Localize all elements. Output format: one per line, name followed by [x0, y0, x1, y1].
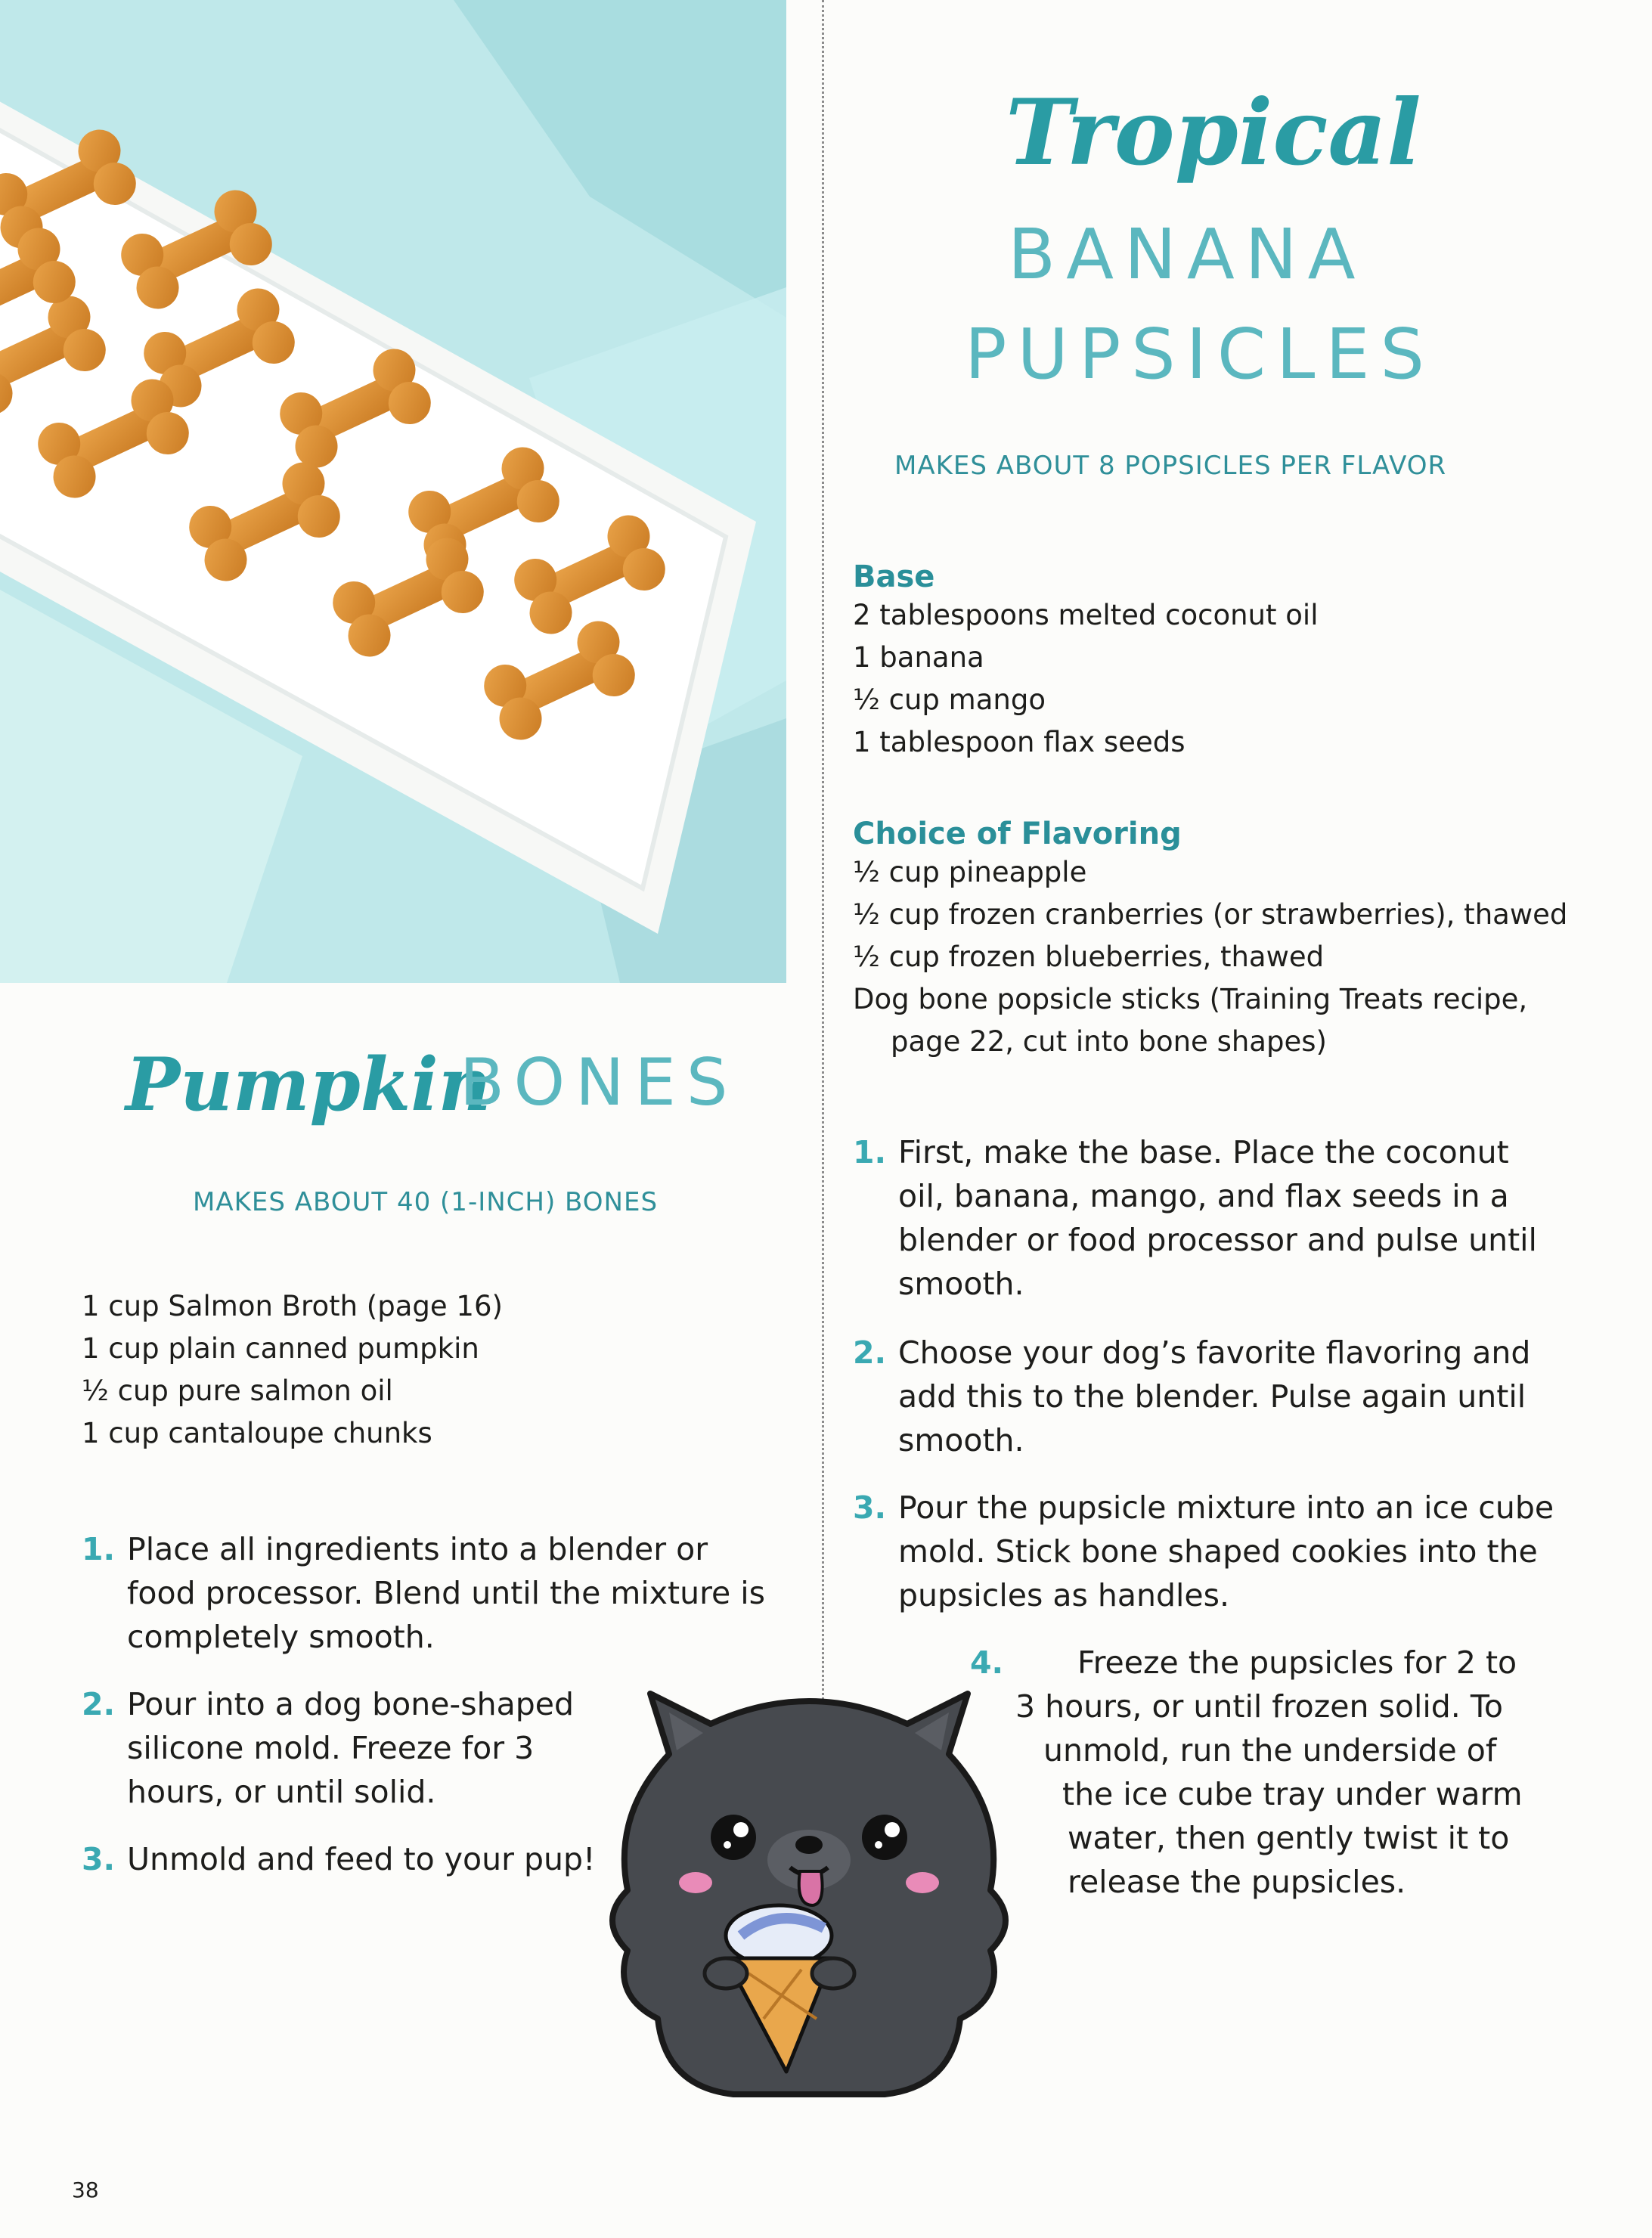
step-line: mold. Stick bone shaped cookies into the	[898, 1533, 1538, 1570]
pumpkin-item: 1 cup cantaloupe chunks	[82, 1417, 432, 1449]
step-number: 3.	[853, 1489, 887, 1526]
pumpkin-item: 1 cup plain canned pumpkin	[82, 1332, 479, 1365]
step-line: Place all ingredients into a blender or	[127, 1531, 708, 1567]
flavor-item: page 22, cut into bone shapes)	[891, 1025, 1327, 1058]
banana-step-1	[853, 1130, 1537, 1306]
base-ingredients	[853, 560, 1318, 764]
base-item: 2 tablespoons melted coconut oil	[853, 599, 1319, 631]
banana-yield: MAKES ABOUT 8 POPSICLES PER FLAVOR	[894, 451, 1447, 481]
banana-step-3	[853, 1486, 1554, 1617]
banana-step-4-line: Freeze the pupsicles for 2 to	[1077, 1644, 1517, 1681]
step-number: 1.	[82, 1531, 116, 1567]
pumpkin-title-caps: BONES	[460, 1045, 739, 1121]
step-number: 2.	[853, 1334, 887, 1371]
base-item: 1 banana	[853, 641, 984, 674]
banana-step-4-line: water, then gently twist it to	[1068, 1820, 1510, 1856]
pumpkin-item: ½ cup pure salmon oil	[82, 1375, 393, 1407]
step-number: 3.	[82, 1841, 116, 1877]
step-line: smooth.	[898, 1266, 1024, 1302]
flavor-item: Dog bone popsicle sticks (Training Treats recipe,	[853, 983, 1528, 1015]
flavoring-ingredients	[853, 817, 1567, 1063]
step-line: smooth.	[898, 1422, 1024, 1458]
pumpkin-title-script: Pumpkin	[126, 1042, 491, 1127]
step-line: completely smooth.	[127, 1619, 435, 1655]
step-number: 2.	[82, 1686, 116, 1722]
banana-title-line2: BANANA	[1008, 214, 1366, 295]
pomeranian-ice-cream-illustration	[597, 1663, 1021, 2120]
step-line: Choose your dog’s favorite flavoring and	[898, 1334, 1531, 1371]
pumpkin-yield: MAKES ABOUT 40 (1-INCH) BONES	[193, 1187, 659, 1217]
banana-title-line3: PUPSICLES	[965, 314, 1435, 395]
step-line: food processor. Blend until the mixture is	[127, 1575, 766, 1611]
flavor-item: ½ cup pineapple	[853, 856, 1087, 888]
step-line: Unmold and feed to your pup!	[127, 1841, 596, 1877]
pumpkin-step-3	[82, 1837, 595, 1881]
base-item: 1 tablespoon flax seeds	[853, 726, 1186, 758]
step-line: hours, or until solid.	[127, 1774, 436, 1810]
step-line: add this to the blender. Pulse again until	[898, 1378, 1526, 1415]
flavor-item: ½ cup frozen blueberries, thawed	[853, 941, 1325, 973]
pumpkin-step-2	[82, 1682, 574, 1814]
flavor-label: Choice of Flavoring	[853, 817, 1182, 851]
pumpkin-bones-photo	[0, 0, 786, 983]
step-line: Pour the pupsicle mixture into an ice cube	[898, 1489, 1554, 1526]
flavor-item: ½ cup frozen cranberries (or strawberries), thawed	[853, 898, 1568, 931]
pumpkin-ingredients	[82, 1285, 503, 1455]
pumpkin-item: 1 cup Salmon Broth (page 16)	[82, 1290, 503, 1322]
step-line: First, make the base. Place the coconut	[898, 1134, 1509, 1170]
step-line: oil, banana, mango, and flax seeds in a	[898, 1178, 1509, 1214]
column-divider	[822, 0, 824, 1731]
banana-step-4-line: the ice cube tray under warm	[1062, 1776, 1523, 1812]
step-line: silicone mold. Freeze for 3	[127, 1730, 535, 1766]
step-line: pupsicles as handles.	[898, 1577, 1229, 1613]
pumpkin-step-1	[82, 1527, 765, 1659]
base-item: ½ cup mango	[853, 683, 1046, 716]
step-line: blender or food processor and pulse until	[898, 1222, 1537, 1258]
banana-step-4-line: 3 hours, or until frozen solid. To	[1015, 1688, 1504, 1725]
banana-title-script: Tropical	[1006, 79, 1421, 186]
page-number: 38	[72, 2178, 99, 2202]
banana-step-4-line: unmold, run the underside of	[1043, 1732, 1497, 1768]
step-line: Pour into a dog bone-shaped	[127, 1686, 574, 1722]
banana-step-2	[853, 1331, 1530, 1462]
banana-step-4-line: release the pupsicles.	[1068, 1864, 1406, 1900]
step-number: 4.	[970, 1644, 1004, 1681]
step-number: 1.	[853, 1134, 887, 1170]
base-label: Base	[853, 560, 935, 594]
